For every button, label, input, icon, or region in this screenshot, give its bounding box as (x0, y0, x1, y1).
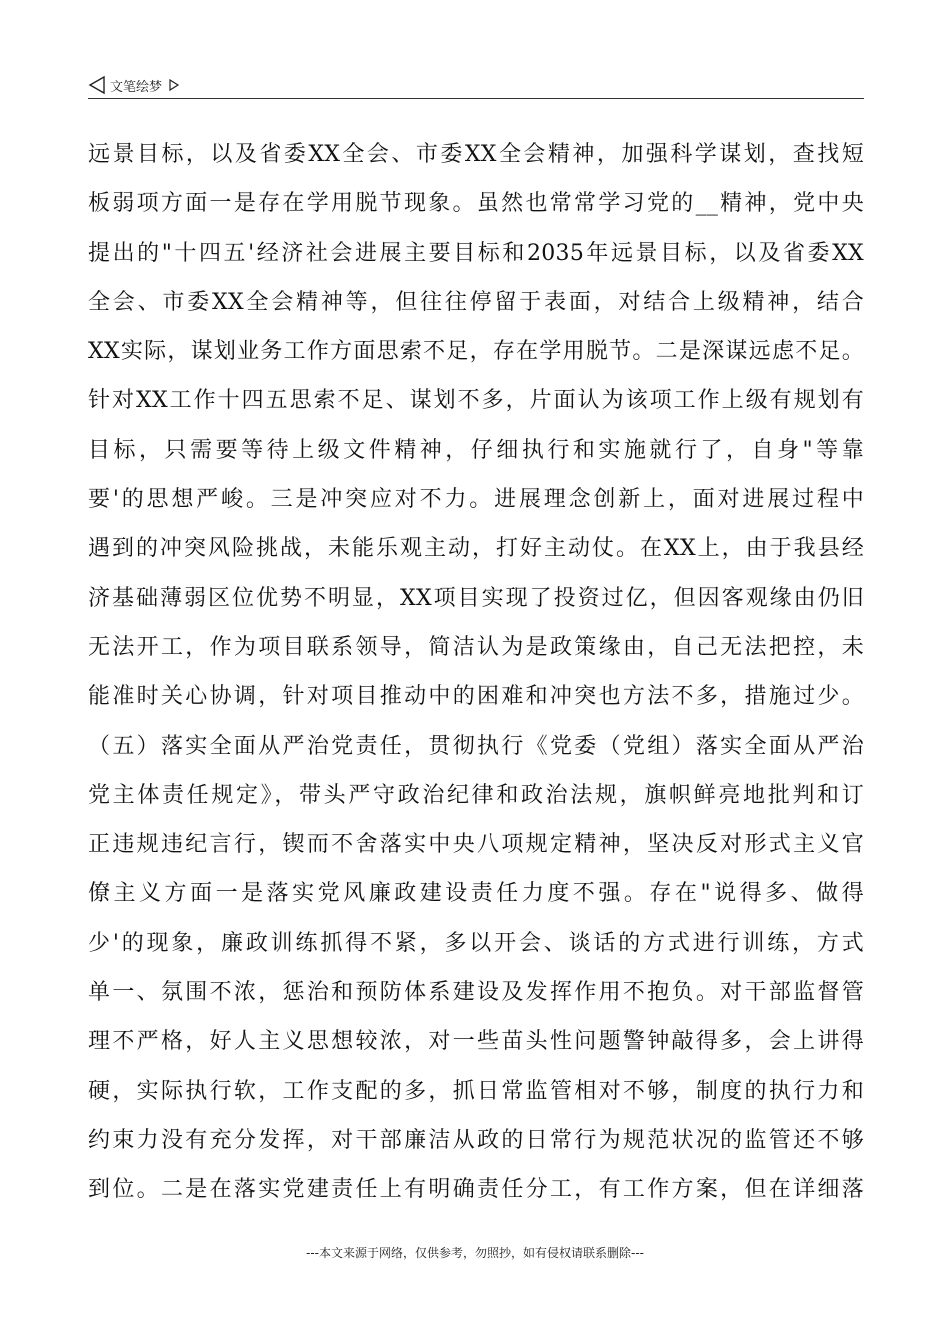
text-line: 无法开工，作为项目联系领导，简洁认为是政策缘由，自己无法把控，未 (88, 634, 864, 660)
body-text (88, 130, 864, 1215)
text-line: 板弱项方面一是存在学用脱节现象。虽然也常常学习党的__精神，党中央 (88, 191, 864, 217)
triangle-right-icon (168, 78, 180, 92)
text-line: 单一、氛围不浓，惩治和预防体系建设及发挥作用不抱负。对干部监督管 (88, 980, 864, 1006)
header-divider (88, 98, 864, 99)
text-line: 理不严格，好人主义思想较浓，对一些苗头性问题警钟敲得多，会上讲得 (88, 1029, 864, 1055)
text-line: 到位。二是在落实党建责任上有明确责任分工，有工作方案，但在详细落 (88, 1177, 864, 1203)
triangle-left-icon (88, 75, 106, 95)
text-line: （五）落实全面从严治党责任，贯彻执行《党委（党组）落实全面从严治 (88, 733, 864, 759)
text-line: 远景目标，以及省委XX全会、市委XX全会精神，加强科学谋划，查找短 (88, 142, 864, 167)
text-line: 提出的"十四五'经济社会进展主要目标和2035年远景目标，以及省委XX (88, 240, 864, 266)
text-line: 要'的思想严峻。三是冲突应对不力。进展理念创新上，面对进展过程中 (88, 487, 864, 513)
text-line: 遇到的冲突风险挑战，未能乐观主动，打好主动仗。在XX上，由于我县经 (88, 536, 864, 562)
text-line: 目标，只需要等待上级文件精神，仔细执行和实施就行了，自身"等靠 (88, 437, 864, 463)
page-header (88, 72, 864, 98)
text-line: 少'的现象，廉政训练抓得不紧，多以开会、谈话的方式进行训练，方式 (88, 930, 864, 956)
text-line: 僚主义方面一是落实党风廉政建设责任力度不强。存在"说得多、做得 (88, 881, 864, 907)
text-line: 济基础薄弱区位优势不明显，XX项目实现了投资过亿，但因客观缘由仍旧 (88, 585, 864, 611)
text-line: XX实际，谋划业务工作方面思索不足，存在学用脱节。二是深谋远虑不足。 (88, 339, 864, 365)
text-line: 硬，实际执行软，工作支配的多，抓日常监管相对不够，制度的执行力和 (88, 1078, 864, 1104)
text-line: 能准时关心协调，针对项目推动中的困难和冲突也方法不多，措施过少。 (88, 684, 864, 710)
text-line: 正违规违纪言行，锲而不舍落实中央八项规定精神，坚决反对形式主义官 (88, 832, 864, 858)
text-line: 全会、市委XX全会精神等，但往往停留于表面，对结合上级精神，结合 (88, 289, 864, 315)
page-footer: ---本文来源于网络，仅供参考，勿照抄，如有侵权请联系删除--- (306, 1246, 644, 1260)
text-line: 党主体责任规定》，带头严守政治纪律和政治法规，旗帜鲜亮地批判和订 (88, 782, 864, 808)
header-title: 文笔绘梦 (110, 79, 163, 95)
text-line: 约束力没有充分发挥，对干部廉洁从政的日常行为规范状况的监管还不够 (88, 1127, 864, 1153)
text-line: 针对XX工作十四五思索不足、谋划不多，片面认为该项工作上级有规划有 (88, 388, 864, 414)
